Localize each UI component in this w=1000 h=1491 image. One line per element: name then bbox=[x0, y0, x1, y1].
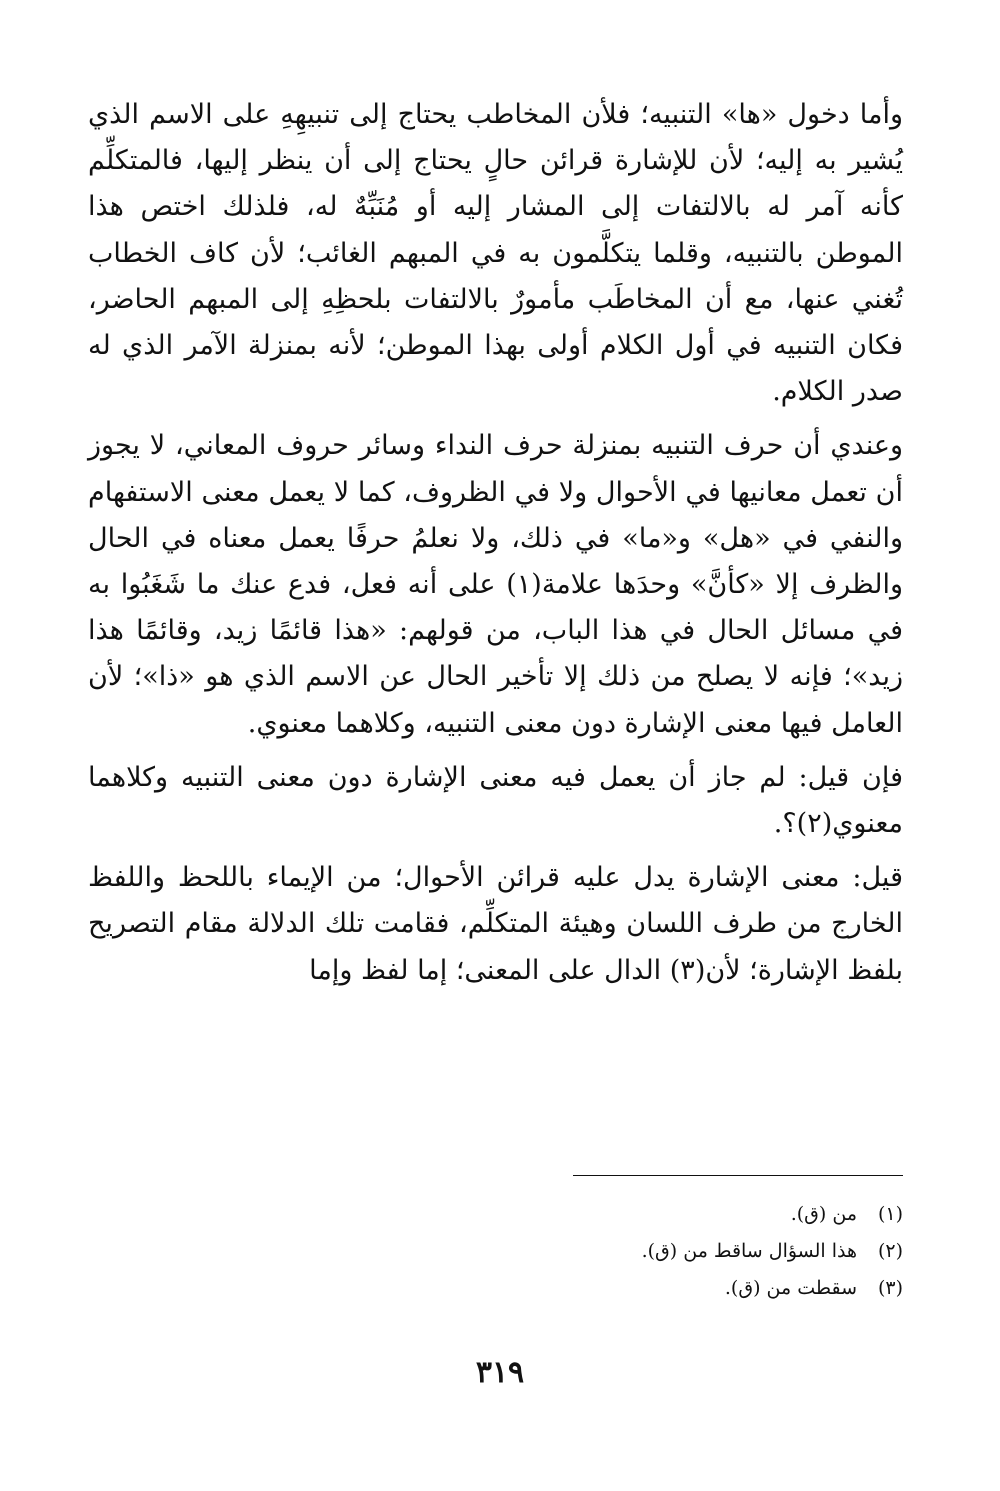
page-number: ٣١٩ bbox=[475, 1355, 525, 1390]
footnotes bbox=[303, 1196, 903, 1307]
page-body bbox=[88, 92, 903, 994]
footnote-divider bbox=[573, 1175, 903, 1176]
footnote-text: من (ق). bbox=[790, 1203, 857, 1225]
paragraph-3: فإن قيل: لم جاز أن يعمل فيه معنى الإشارة دون معنى التنبيه وكلاهما معنوي(٢)؟. bbox=[88, 761, 903, 840]
footnote-number: (٢) bbox=[877, 1240, 903, 1262]
footnote-1 bbox=[303, 1196, 903, 1233]
footnote-3 bbox=[303, 1270, 903, 1307]
footnote-number: (١) bbox=[877, 1203, 903, 1225]
footnote-2 bbox=[303, 1233, 903, 1270]
paragraph-2: وعندي أن حرف التنبيه بمنزلة حرف النداء وسائر حروف المعاني، لا يجوز أن تعمل معانيها في الأحوال ولا في الظروف، كما لا يعمل معنى الاستفهام والنفي في «هل» و«ما» في ذلك، ولا نعلمُ حرفًا يعمل معناه في الحال والظرف إلا «كأنَّ» وحدَها علامة(١) على أنه فعل، فدع عنك ما شَغَبُوا به في مسائل الحال في هذا الباب، من قولهم: «هذا قائمًا زيد، وقائمًا هذا زيد»؛ فإنه لا يصلح من ذلك إلا تأخير الحال عن الاسم الذي هو «ذا»؛ لأن العامل فيها معنى الإشارة دون معنى التنبيه، وكلاهما معنوي. bbox=[88, 430, 903, 739]
paragraph-4: قيل: معنى الإشارة يدل عليه قرائن الأحوال؛ من الإيماء باللحظ واللفظ الخارج من طرف اللسان وهيئة المتكلِّم، فقامت تلك الدلالة مقام التصريح بلفظ الإشارة؛ لأن(٣) الدال على المعنى؛ إما لفظ وإما bbox=[88, 862, 903, 986]
footnote-text: سقطت من (ق). bbox=[724, 1277, 857, 1299]
footnote-text: هذا السؤال ساقط من (ق). bbox=[641, 1240, 857, 1262]
footnote-number: (٣) bbox=[877, 1277, 903, 1299]
paragraph-1: وأما دخول «ها» التنبيه؛ فلأن المخاطب يحتاج إلى تنبيهِهِ على الاسم الذي يُشير به إليه؛ لأن للإشارة قرائن حالٍ يحتاج إلى أن ينظر إليها، فالمتكلِّم كأنه آمر له بالالتفات إلى المشار إليه أو مُنَبِّهٌ له، فلذلك اختص هذا الموطن بالتنبيه، وقلما يتكلَّمون به في المبهم الغائب؛ لأن كاف الخطاب تُغني عنها، مع أن المخاطَب مأمورٌ بالالتفات بلحظِهِ إلى المبهم الحاضر، فكان التنبيه في أول الكلام أولى بهذا الموطن؛ لأنه بمنزلة الآمر الذي له صدر الكلام. bbox=[88, 99, 903, 408]
